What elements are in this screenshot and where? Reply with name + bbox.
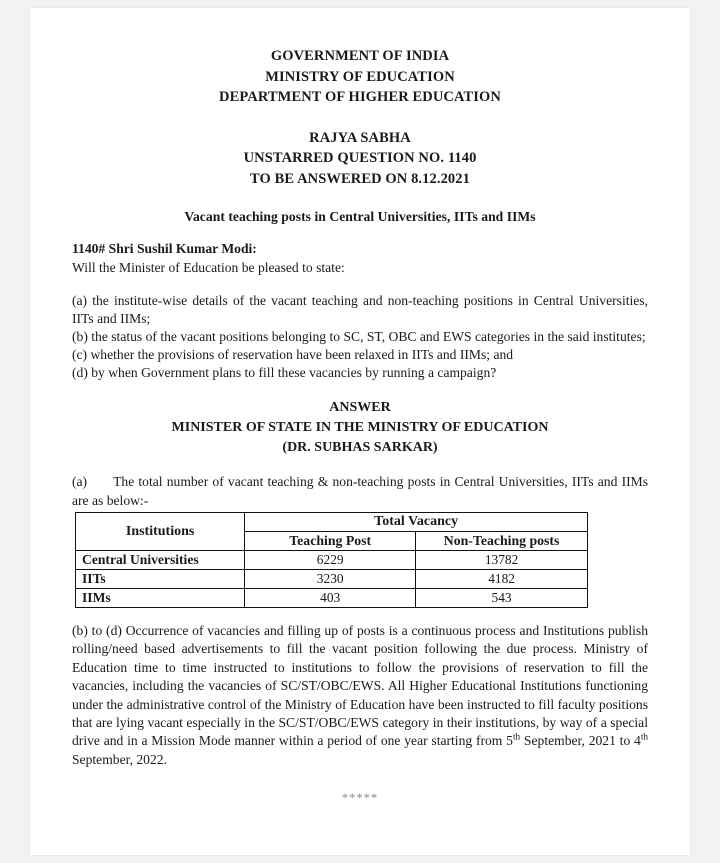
answer-bd-text-2: September, 2021 to 4 (520, 733, 641, 749)
header-line-ministry: MINISTRY OF EDUCATION (265, 68, 455, 85)
spacer (72, 277, 648, 292)
clause-b: (b) the status of the vacant positions belonging to SC, ST, OBC and EWS categories in the said institutes; (72, 329, 646, 345)
cell-iits-teaching: 3230 (245, 570, 416, 589)
header-institutions: Institutions (76, 513, 245, 551)
spacer (72, 225, 648, 240)
answer-bd-text-3: September, 2022. (72, 751, 167, 767)
vacancy-table (75, 512, 588, 608)
answer-date: TO BE ANSWERED ON 8.12.2021 (250, 170, 470, 187)
row-label-central-universities: Central Universities (76, 551, 245, 570)
question-clauses (72, 292, 648, 382)
question-header (72, 128, 648, 190)
subject-title: Vacant teaching posts in Central Universities, IITs and IIMs (184, 209, 536, 225)
header-line-department: DEPARTMENT OF HIGHER EDUCATION (219, 89, 501, 106)
answer-bd-text-1: (b) to (d) Occurrence of vacancies and filling up of posts is a continuous process and Institutions publish rolling/need based advertisements to fill the vacant position following the due process. Ministry of Education time to time instructed to institutions to follow the provisions of reservation to fill the vacancies, including the vacancies of SC/ST/OBC/EWS. All Higher Educational Institutions functioning under the administrative control of the Ministry of Education have been instructed to fill faculty positions that are lying vacant especially in the SC/ST/OBC/EWS category in their institutions, by way of a special drive and in a Mission Mode manner within a period of one year starting from 5 (72, 623, 648, 749)
ministry-header (72, 46, 648, 108)
header-non-teaching-posts: Non-Teaching posts (416, 532, 588, 551)
table-row (76, 570, 588, 589)
table-row (76, 551, 588, 570)
header-line-government: GOVERNMENT OF INDIA (270, 48, 450, 64)
spacer (72, 189, 648, 209)
clause-c: (c) whether the provisions of reservation have been relaxed in IITs and IIMs; and (72, 347, 514, 363)
answer-a-marker: (a) (72, 474, 88, 490)
clause-a: (a) the institute-wise details of the vacant teaching and non-teaching positions in Central Universities, IITs and IIMs; (72, 293, 648, 327)
cell-central-universities-non-teaching: 13782 (416, 551, 588, 570)
answer-heading (72, 398, 648, 459)
spacer (72, 108, 648, 128)
cell-iits-non-teaching: 4182 (416, 570, 588, 589)
header-total-vacancy: Total Vacancy (245, 513, 588, 532)
row-label-iims: IIMs (76, 589, 245, 608)
answer-a-paragraph (72, 473, 648, 510)
answer-bd-paragraph (72, 622, 648, 769)
ordinal-suffix-2: th (640, 731, 648, 742)
question-number: UNSTARRED QUESTION NO. 1140 (243, 150, 477, 167)
cell-iims-teaching: 403 (245, 589, 416, 608)
ordinal-suffix-1: th (512, 731, 521, 742)
answer-label: ANSWER (329, 399, 391, 415)
document-content (30, 8, 690, 806)
minister-title: MINISTER OF STATE IN THE MINISTRY OF EDUCATION (171, 419, 549, 435)
lead-in-text: Will the Minister of Education be pleased to state: (72, 259, 345, 275)
document-footer-stars: ***** (341, 790, 379, 805)
asker-name: 1140# Shri Sushil Kumar Modi: (72, 241, 257, 257)
house-name: RAJYA SABHA (309, 129, 411, 146)
document-page (30, 8, 690, 855)
minister-name: (DR. SUBHAS SARKAR) (282, 440, 438, 456)
table-row (76, 589, 588, 608)
header-teaching-post: Teaching Post (245, 532, 416, 551)
cell-iims-non-teaching: 543 (416, 589, 588, 608)
cell-central-universities-teaching: 6229 (245, 551, 416, 570)
spacer (72, 383, 648, 398)
row-label-iits: IITs (76, 570, 245, 589)
answer-a-text: The total number of vacant teaching & non-teaching posts in Central Universities, IITs and IIMs are as below:- (72, 474, 648, 508)
spacer (72, 458, 648, 473)
clause-d: (d) by when Government plans to fill these vacancies by running a campaign? (72, 365, 497, 381)
table-header-row-1 (76, 513, 588, 532)
